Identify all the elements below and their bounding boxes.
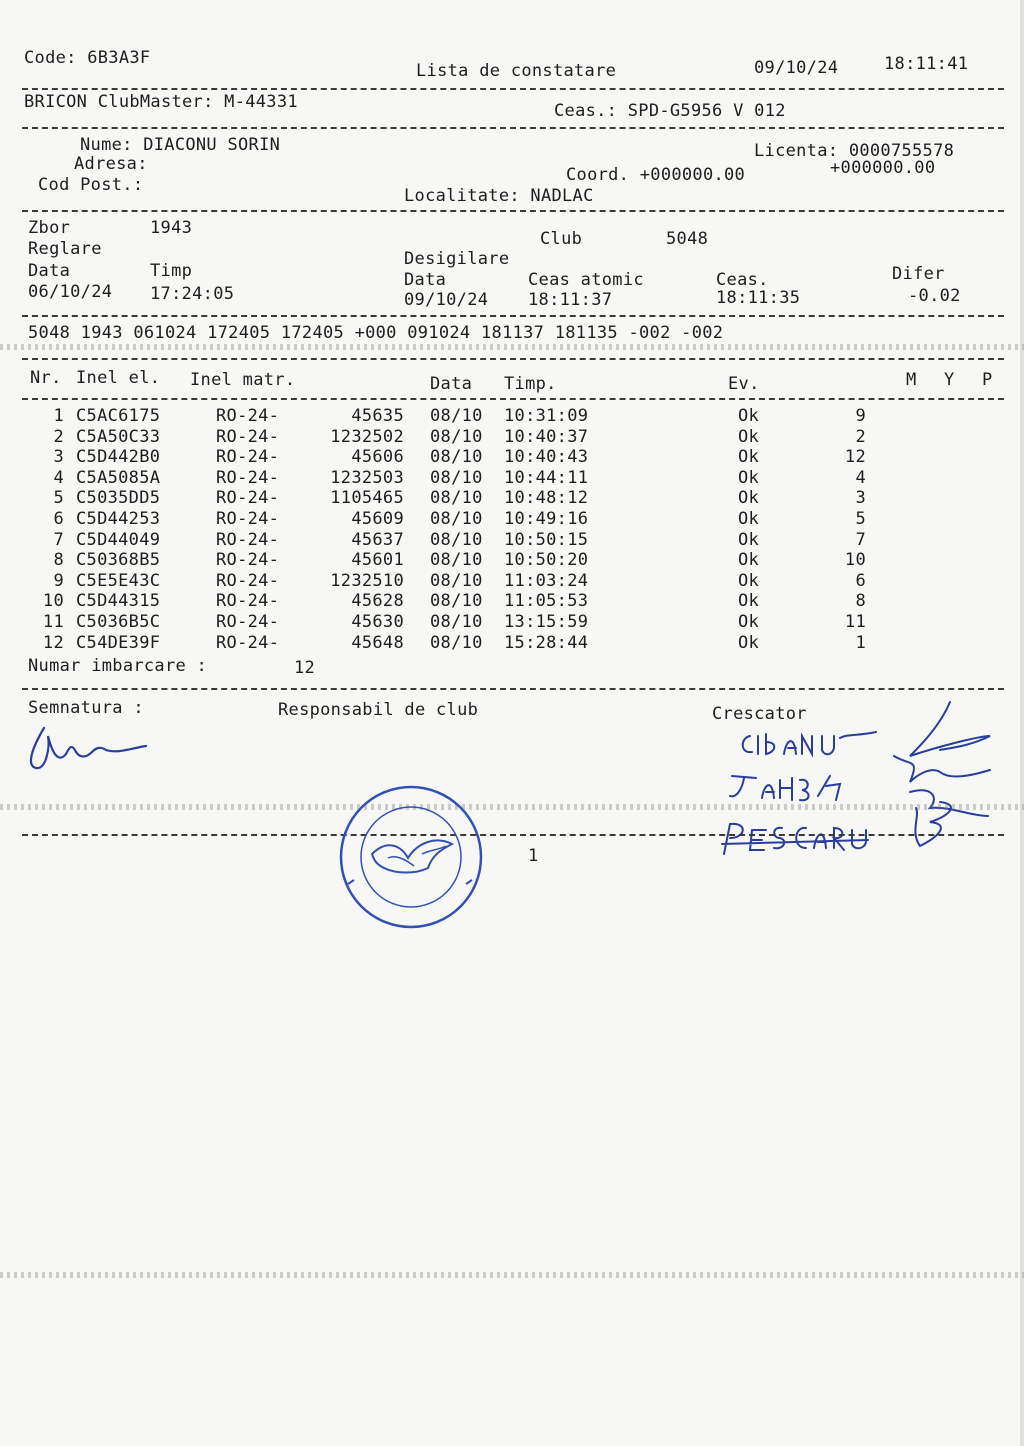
club-number: 5048 xyxy=(666,229,709,249)
arrival-date: 08/10 xyxy=(430,570,483,591)
separator xyxy=(22,398,1004,400)
signature-label: Semnatura : xyxy=(28,698,144,718)
setting-time: 17:24:05 xyxy=(150,284,235,304)
event-status: Ok xyxy=(738,406,760,426)
page-number: 1 xyxy=(528,846,539,866)
paper-crease xyxy=(0,804,1024,810)
separator xyxy=(22,358,1004,360)
table-row xyxy=(0,571,1024,592)
atomic-clock-header: Ceas atomic xyxy=(528,270,644,290)
event-status: Ok xyxy=(738,488,760,509)
position: 10 xyxy=(844,550,866,571)
electronic-ring: C5D44049 xyxy=(76,529,161,550)
row-number: 11 xyxy=(42,612,64,632)
clock-time: 18:11:35 xyxy=(716,288,801,308)
row-number: 8 xyxy=(53,550,64,571)
col-header-nr: Nr. xyxy=(30,368,62,388)
arrival-time: 15:28:44 xyxy=(504,632,589,653)
arrival-date: 08/10 xyxy=(430,447,483,468)
ring-number: 1232510 xyxy=(330,570,404,591)
ring-prefix: RO-24- xyxy=(216,447,280,468)
table-row xyxy=(0,447,1024,468)
col-header-electronic-ring: Inel el. xyxy=(76,368,161,388)
col-header-time: Timp. xyxy=(504,374,557,394)
event-status: Ok xyxy=(738,447,760,468)
event-status: Ok xyxy=(738,467,760,488)
table-row xyxy=(0,550,1024,571)
arrival-date: 08/10 xyxy=(430,632,483,653)
separator xyxy=(22,688,1004,690)
table-row xyxy=(0,530,1024,551)
print-time: 18:11:41 xyxy=(884,54,969,74)
arrival-time: 10:50:15 xyxy=(504,529,589,550)
arrival-time: 10:40:37 xyxy=(504,426,589,447)
handwritten-name-1 xyxy=(736,724,886,764)
col-header-y: Y xyxy=(944,370,955,390)
arrival-time: 10:49:16 xyxy=(504,509,589,529)
signature-right xyxy=(880,696,1004,856)
electronic-ring: C5035DD5 xyxy=(76,488,161,509)
ring-number: 45609 xyxy=(351,509,404,529)
club-label: Club xyxy=(540,229,583,249)
encoded-summary-line: 5048 1943 061024 172405 172405 +000 091024 181137 181135 -002 -002 xyxy=(28,323,724,343)
ring-prefix: RO-24- xyxy=(216,509,280,529)
device-id: BRICON ClubMaster: M-44331 xyxy=(24,92,298,112)
electronic-ring: C54DE39F xyxy=(76,632,161,653)
arrival-time: 10:40:43 xyxy=(504,447,589,468)
ring-prefix: RO-24- xyxy=(216,426,280,447)
arrival-time: 10:48:12 xyxy=(504,488,589,509)
club-responsible-label: Responsabil de club xyxy=(278,700,479,720)
position: 11 xyxy=(844,612,866,632)
row-number: 3 xyxy=(53,447,64,468)
owner-name: Nume: DIACONU SORIN xyxy=(80,135,281,155)
document-code: Code: 6B3A3F xyxy=(24,48,151,68)
event-status: Ok xyxy=(738,632,760,653)
separator xyxy=(22,834,1004,836)
ring-prefix: RO-24- xyxy=(216,406,280,426)
event-status: Ok xyxy=(738,426,760,447)
row-number: 9 xyxy=(53,570,64,591)
separator xyxy=(22,88,1004,90)
owner-postal-code: Cod Post.: xyxy=(38,175,144,195)
row-number: 12 xyxy=(42,632,64,653)
table-row xyxy=(0,591,1024,612)
unsealing-heading: Desigilare xyxy=(404,249,510,269)
ring-prefix: RO-24- xyxy=(216,488,280,509)
position: 1 xyxy=(855,632,866,653)
position: 2 xyxy=(855,426,866,447)
ring-prefix: RO-24- xyxy=(216,632,280,653)
ring-number: 45637 xyxy=(351,529,404,550)
arrival-date: 08/10 xyxy=(430,488,483,509)
position: 7 xyxy=(855,529,866,550)
setting-date: 06/10/24 xyxy=(28,282,113,302)
unsealing-date: 09/10/24 xyxy=(404,290,489,310)
ring-prefix: RO-24- xyxy=(216,467,280,488)
table-row xyxy=(0,427,1024,448)
arrival-time: 10:31:09 xyxy=(504,406,589,426)
ring-number: 45601 xyxy=(351,550,404,571)
arrival-date: 08/10 xyxy=(430,467,483,488)
position: 5 xyxy=(855,509,866,529)
event-status: Ok xyxy=(738,612,760,632)
row-number: 7 xyxy=(53,529,64,550)
arrival-date: 08/10 xyxy=(430,406,483,426)
separator xyxy=(22,210,1004,212)
setting-date-header: Data xyxy=(28,261,71,281)
position: 9 xyxy=(855,406,866,426)
separator xyxy=(22,127,1004,129)
position: 6 xyxy=(855,570,866,591)
electronic-ring: C50368B5 xyxy=(76,550,161,571)
col-header-m: M xyxy=(906,370,917,390)
difference-header: Difer xyxy=(892,264,945,284)
table-row xyxy=(0,406,1024,427)
print-date: 09/10/24 xyxy=(754,58,839,78)
document-title: Lista de constatare xyxy=(416,61,617,81)
ring-prefix: RO-24- xyxy=(216,550,280,571)
flight-number: 1943 xyxy=(150,218,193,238)
owner-address: Adresa: xyxy=(74,154,148,174)
club-stamp xyxy=(336,784,486,930)
col-header-ring-number: Inel matr. xyxy=(190,370,296,390)
table-row xyxy=(0,612,1024,633)
unsealing-date-header: Data xyxy=(404,270,447,290)
electronic-ring: C5D44315 xyxy=(76,591,161,612)
event-status: Ok xyxy=(738,591,760,612)
col-header-p: P xyxy=(982,370,993,390)
event-status: Ok xyxy=(738,570,760,591)
position: 12 xyxy=(844,447,866,468)
electronic-ring: C5D442B0 xyxy=(76,447,161,468)
table-row xyxy=(0,509,1024,530)
electronic-ring: C5D44253 xyxy=(76,509,161,529)
signature-left xyxy=(22,718,152,778)
ring-number: 45635 xyxy=(351,406,404,426)
locality: Localitate: NADLAC xyxy=(404,186,594,206)
boarding-label: Numar imbarcare : xyxy=(28,656,208,676)
arrival-time: 10:50:20 xyxy=(504,550,589,571)
table-row xyxy=(0,633,1024,654)
ring-number: 45606 xyxy=(351,447,404,468)
arrival-date: 08/10 xyxy=(430,591,483,612)
arrival-date: 08/10 xyxy=(430,426,483,447)
breeder-label: Crescator xyxy=(712,704,807,724)
electronic-ring: C5A5085A xyxy=(76,467,161,488)
ring-number: 45628 xyxy=(351,591,404,612)
setting-heading: Reglare xyxy=(28,239,102,259)
setting-time-header: Timp xyxy=(150,261,193,281)
arrival-time: 11:05:53 xyxy=(504,591,589,612)
arrival-date: 08/10 xyxy=(430,529,483,550)
ring-prefix: RO-24- xyxy=(216,591,280,612)
position: 3 xyxy=(855,488,866,509)
ring-prefix: RO-24- xyxy=(216,570,280,591)
electronic-ring: C5036B5C xyxy=(76,612,161,632)
clock-header: Ceas. xyxy=(716,270,769,290)
row-number: 2 xyxy=(53,426,64,447)
table-row xyxy=(0,488,1024,509)
event-status: Ok xyxy=(738,509,760,529)
paper-crease xyxy=(0,1272,1024,1278)
arrival-date: 08/10 xyxy=(430,550,483,571)
paper-crease xyxy=(0,344,1024,350)
electronic-ring: C5AC6175 xyxy=(76,406,161,426)
row-number: 6 xyxy=(53,509,64,529)
ring-prefix: RO-24- xyxy=(216,529,280,550)
clock-id: Ceas.: SPD-G5956 V 012 xyxy=(554,101,786,121)
paper-edge-shadow xyxy=(1020,0,1024,1446)
ring-prefix: RO-24- xyxy=(216,612,280,632)
row-number: 1 xyxy=(53,406,64,426)
ring-number: 45630 xyxy=(351,612,404,632)
ring-number: 45648 xyxy=(351,632,404,653)
position: 8 xyxy=(855,591,866,612)
event-status: Ok xyxy=(738,529,760,550)
arrival-date: 08/10 xyxy=(430,612,483,632)
table-row xyxy=(0,468,1024,489)
separator xyxy=(22,315,1004,317)
electronic-ring: C5A50C33 xyxy=(76,426,161,447)
license-number: Licenta: 0000755578 xyxy=(754,141,955,161)
flight-label: Zbor xyxy=(28,218,71,238)
coordinates: Coord. +000000.00 xyxy=(566,165,746,185)
handwritten-name-3 xyxy=(718,818,878,864)
electronic-ring: C5E5E43C xyxy=(76,570,161,591)
arrival-time: 10:44:11 xyxy=(504,467,589,488)
event-status: Ok xyxy=(738,550,760,571)
ring-number: 1232503 xyxy=(330,467,404,488)
ring-number: 1232502 xyxy=(330,426,404,447)
position: 4 xyxy=(855,467,866,488)
col-header-date: Data xyxy=(430,374,473,394)
arrival-time: 13:15:59 xyxy=(504,612,589,632)
arrival-date: 08/10 xyxy=(430,509,483,529)
handwritten-name-2 xyxy=(726,770,856,806)
arrival-time: 11:03:24 xyxy=(504,570,589,591)
coordinates-second: +000000.00 xyxy=(830,158,936,178)
ring-number: 1105465 xyxy=(330,488,404,509)
row-number: 5 xyxy=(53,488,64,509)
row-number: 4 xyxy=(53,467,64,488)
boarding-count: 12 xyxy=(294,658,316,678)
difference-value: -0.02 xyxy=(908,286,961,306)
row-number: 10 xyxy=(42,591,64,612)
atomic-clock-time: 18:11:37 xyxy=(528,290,613,310)
col-header-event: Ev. xyxy=(728,374,760,394)
